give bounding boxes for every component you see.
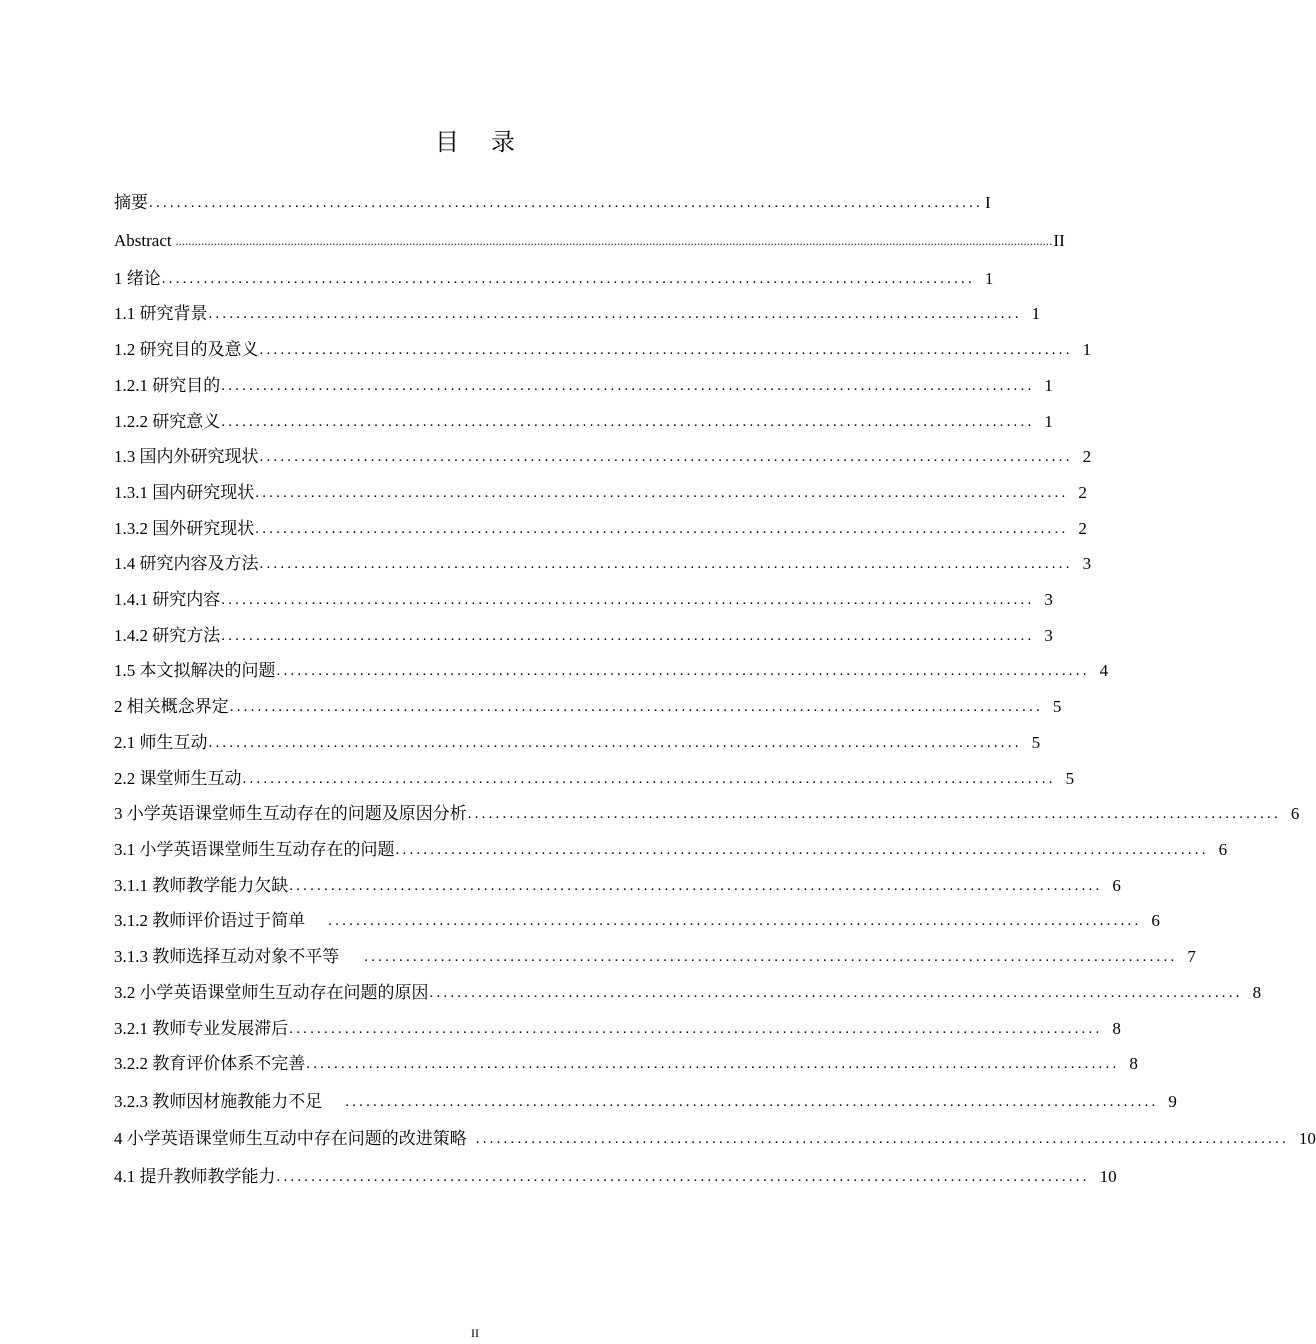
toc-entry-label: 3.2.2 教育评价体系不完善 — [114, 1054, 306, 1073]
toc-leader-dots: ..................................................................................................................... — [289, 878, 1103, 894]
toc-entry[interactable] — [114, 262, 994, 290]
toc-entry[interactable] — [114, 940, 1196, 968]
toc-entry-label: 3.1.2 教师评价语过于简单 — [114, 911, 306, 930]
toc-entry-label: 3.1 小学英语课堂师生互动存在的问题 — [114, 840, 395, 859]
toc-leader-dots: ........................................................................................................................ — [149, 195, 983, 211]
toc-entry[interactable] — [114, 1012, 1121, 1040]
toc-entry[interactable] — [114, 976, 1262, 1004]
toc-entry[interactable] — [114, 762, 1075, 790]
toc-title — [0, 122, 950, 157]
toc-entry[interactable] — [114, 690, 1062, 718]
toc-entry-label: 3.2 小学英语课堂师生互动存在问题的原因 — [114, 983, 429, 1002]
toc-leader-dots: ..................................................................................................................... — [345, 1094, 1159, 1110]
toc-entry-label: 2.1 师生互动 — [114, 733, 208, 752]
toc-entry-page: 10 — [1298, 1129, 1316, 1148]
toc-entry[interactable] — [114, 405, 1053, 433]
toc-entry-page: 8 — [1252, 983, 1262, 1002]
toc-leader-dots: ..................................................................................................................... — [429, 985, 1243, 1001]
toc-entry[interactable] — [114, 797, 1300, 825]
toc-entry-page: 6 — [1151, 911, 1160, 930]
toc-leader-dots: ..................................................................................................................... — [255, 485, 1069, 501]
toc-entry-page: 1 — [1044, 412, 1053, 431]
toc-entry[interactable] — [114, 333, 1092, 361]
toc-entry-label: 1 绪论 — [114, 269, 161, 288]
toc-leader-dots: ..................................................................................................................... — [242, 771, 1056, 787]
toc-leader-dots: ..................................................................................................................... — [395, 842, 1209, 858]
toc-entry-label: 1.2.1 研究目的 — [114, 376, 221, 395]
toc-entry-label: 1.3.2 国外研究现状 — [114, 519, 255, 538]
toc-leader-dots: ..................................................................................................................... — [328, 913, 1142, 929]
toc-leader-dots: ..................................................................................................................... — [221, 414, 1035, 430]
toc-entry[interactable] — [114, 1047, 1138, 1075]
toc-entry-page: 1 — [1082, 340, 1092, 359]
toc-entry-page: 6 — [1290, 804, 1300, 823]
toc-leader-dots: ..................................................................................................................... — [289, 1021, 1103, 1037]
toc-entry-page: 3 — [1044, 626, 1053, 645]
toc-entry-page: II — [1053, 231, 1065, 250]
toc-entry-page: 6 — [1218, 840, 1228, 859]
toc-leader-dots: ..................................................................................................................... — [364, 949, 1178, 965]
toc-entry-page: 1 — [984, 269, 994, 288]
toc-leader-dots: ..................................................................................................................... — [259, 449, 1073, 465]
toc-entry[interactable] — [114, 186, 991, 214]
toc-entry[interactable] — [114, 726, 1041, 754]
toc-entry-label: 3 小学英语课堂师生互动存在的问题及原因分析 — [114, 804, 467, 823]
toc-entry-page: 1 — [1044, 376, 1053, 395]
toc-entry-label: 1.3.1 国内研究现状 — [114, 483, 255, 502]
toc-leader-dots: ..................................................................................................................... — [306, 1056, 1120, 1072]
toc-entry-label: 4.1 提升教师教学能力 — [114, 1167, 276, 1186]
toc-leader-dots: ..................................................................................................................... — [208, 735, 1022, 751]
toc-leader-dots: ..................................................................................................................... — [221, 592, 1035, 608]
toc-entry-label: 1.4.1 研究内容 — [114, 590, 221, 609]
toc-entry-label: 3.2.3 教师因材施教能力不足 — [114, 1092, 323, 1111]
toc-entry-label: 3.1.1 教师教学能力欠缺 — [114, 876, 289, 895]
toc-entry-page: 2 — [1082, 447, 1092, 466]
toc-entry-label: 2.2 课堂师生互动 — [114, 769, 242, 788]
toc-entry-page: 7 — [1187, 947, 1196, 966]
toc-leader-dots: ..................................................................................................................... — [255, 521, 1069, 537]
toc-entry[interactable] — [114, 476, 1087, 504]
toc-leader-dots: ..................................................................................................................... — [229, 699, 1043, 715]
toc-entry-label: 3.1.3 教师选择互动对象不平等 — [114, 947, 340, 966]
toc-entry-label: 摘要 — [114, 193, 148, 212]
toc-entry-label: 1.2.2 研究意义 — [114, 412, 221, 431]
toc-entry-page: 6 — [1112, 876, 1121, 895]
toc-entry-label: Abstract — [114, 231, 172, 250]
toc-entry[interactable] — [114, 440, 1092, 468]
toc-leader-dots: ..................................................................................................................... — [161, 271, 975, 287]
toc-entry[interactable] — [114, 869, 1121, 897]
toc-entry[interactable] — [114, 1085, 1177, 1113]
toc-leader-dots: ..................................................................................................................... — [276, 1169, 1090, 1185]
toc-entry-page: 5 — [1031, 733, 1041, 752]
toc-entry-label: 1.2 研究目的及意义 — [114, 340, 259, 359]
footer-page-number: II — [471, 1326, 479, 1340]
toc-entry-label: 1.1 研究背景 — [114, 304, 208, 323]
toc-entry-page: 3 — [1082, 554, 1092, 573]
toc-entry-page: I — [985, 193, 991, 212]
toc-entry-page: 2 — [1078, 483, 1087, 502]
toc-leader-dots: ..................................................................................................................... — [221, 628, 1035, 644]
toc-leader-dots: ..................................................................................................................... — [276, 663, 1090, 679]
toc-entry[interactable] — [114, 1122, 1316, 1150]
toc-entry-page: 8 — [1129, 1054, 1138, 1073]
toc-title-char-2: 录 — [491, 130, 515, 156]
toc-entry-label: 4 小学英语课堂师生互动中存在问题的改进策略 — [114, 1129, 467, 1148]
toc-entry[interactable] — [114, 369, 1053, 397]
toc-entry[interactable] — [114, 619, 1053, 647]
toc-entry-page: 5 — [1065, 769, 1075, 788]
toc-entry-page: 2 — [1078, 519, 1087, 538]
toc-leader-dots: ..................................................................................................................... — [259, 556, 1073, 572]
toc-entry-label: 1.3 国内外研究现状 — [114, 447, 259, 466]
toc-entry[interactable] — [114, 547, 1092, 575]
toc-leader-dots: ..................................................................................................................... — [221, 378, 1035, 394]
toc-entry[interactable] — [114, 512, 1087, 540]
toc-entry-page: 3 — [1044, 590, 1053, 609]
toc-entry-page: 8 — [1112, 1019, 1121, 1038]
toc-entry[interactable] — [114, 583, 1053, 611]
toc-entry-label: 1.5 本文拟解决的问题 — [114, 661, 276, 680]
toc-entry-page: 4 — [1099, 661, 1109, 680]
toc-entry[interactable] — [114, 654, 1109, 682]
toc-entry[interactable] — [114, 833, 1228, 861]
toc-entry-page: 10 — [1099, 1167, 1117, 1186]
toc-leader-dots: ..................................................................................................................... — [208, 306, 1022, 322]
toc-leader-dots: ..................................................................................................................... — [259, 342, 1073, 358]
toc-title-char-1: 目 — [435, 130, 459, 156]
toc-entry[interactable] — [114, 297, 1041, 325]
toc-entry[interactable] — [114, 224, 1065, 252]
toc-entry-page: 5 — [1052, 697, 1062, 716]
toc-entry[interactable] — [114, 1160, 1117, 1188]
toc-leader-dots: ..................................................................................................................... — [475, 1131, 1289, 1147]
toc-entry-page: 9 — [1168, 1092, 1177, 1111]
toc-leader-dots: ..................................................................................................................... — [467, 806, 1281, 822]
toc-entry-label: 1.4 研究内容及方法 — [114, 554, 259, 573]
toc-entry-label: 1.4.2 研究方法 — [114, 626, 221, 645]
toc-leader-dots: .................................................................................................................................................................................................................................................................................. — [175, 234, 1053, 248]
toc-entry-page: 1 — [1031, 304, 1041, 323]
toc-entry-label: 2 相关概念界定 — [114, 697, 229, 716]
toc-entry[interactable] — [114, 904, 1160, 932]
toc-entry-label: 3.2.1 教师专业发展滞后 — [114, 1019, 289, 1038]
